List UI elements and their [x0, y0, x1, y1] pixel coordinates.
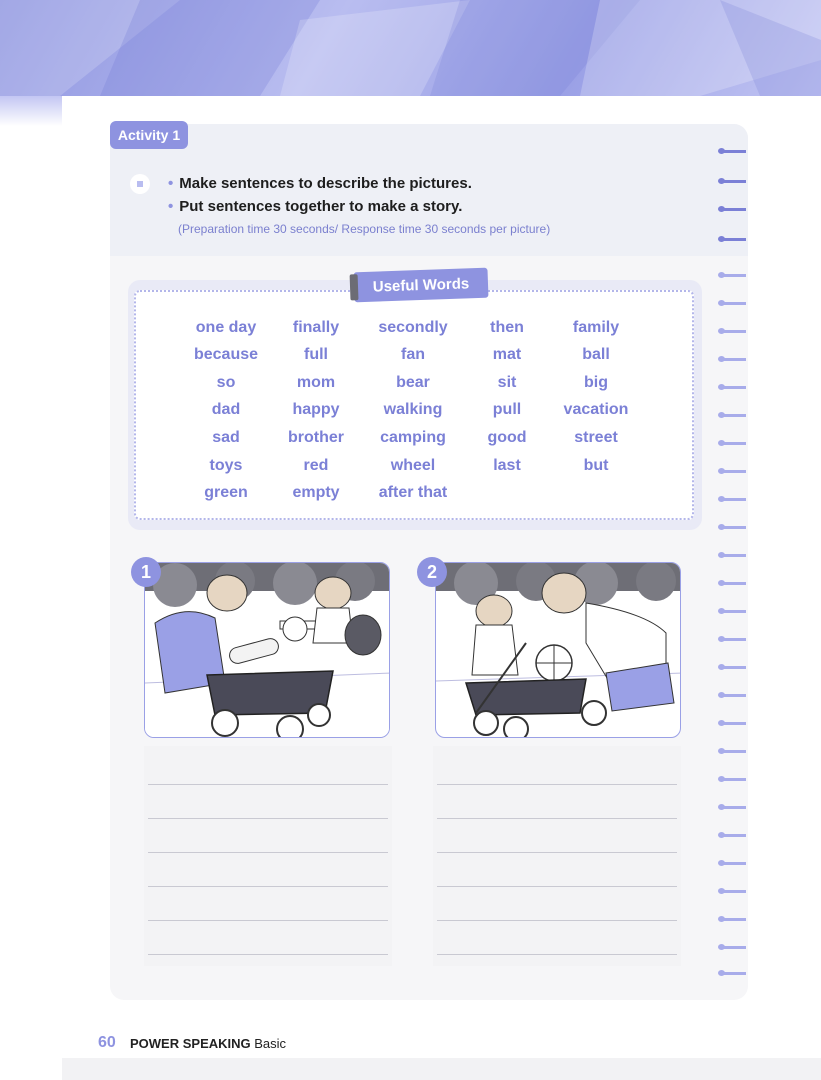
- useful-words-title: Useful Words: [354, 268, 489, 303]
- word: one day: [195, 319, 257, 336]
- word: empty: [292, 484, 340, 501]
- word: mom: [296, 374, 336, 391]
- word: street: [574, 429, 618, 446]
- bullet-icon: •: [168, 198, 174, 215]
- word: full: [304, 346, 328, 363]
- word: finally: [292, 319, 340, 336]
- word: red: [303, 457, 329, 474]
- page-edge: [0, 96, 62, 126]
- word: secondly: [378, 319, 448, 336]
- instruction-2-text: Put sentences together to make a story.: [179, 198, 463, 215]
- word: because: [193, 346, 259, 363]
- word: family: [572, 319, 620, 336]
- banner-pattern: [0, 0, 821, 96]
- word: so: [216, 374, 236, 391]
- picture-2: [435, 562, 681, 738]
- writing-area-2[interactable]: [433, 746, 681, 966]
- picture-1: [144, 562, 390, 738]
- top-banner: [0, 0, 821, 96]
- word: fan: [401, 346, 425, 363]
- book-title: [130, 1036, 286, 1051]
- word: good: [487, 429, 527, 446]
- word: ball: [582, 346, 610, 363]
- instruction-1-text: Make sentences to describe the pictures.: [179, 175, 472, 192]
- word: dad: [211, 401, 241, 418]
- word: then: [490, 319, 524, 336]
- word: wheel: [390, 457, 436, 474]
- word: walking: [383, 401, 443, 418]
- word: but: [583, 457, 609, 474]
- word: green: [204, 484, 248, 501]
- timing-note: (Preparation time 30 seconds/ Response time 30 seconds per picture): [178, 222, 551, 236]
- instruction-2: [168, 198, 462, 215]
- writing-area-1[interactable]: [144, 746, 392, 966]
- instruction-1: [168, 175, 472, 192]
- word: toys: [209, 457, 243, 474]
- word: bear: [396, 374, 430, 391]
- book-level: Basic: [254, 1036, 287, 1051]
- page-number: 60: [98, 1034, 116, 1051]
- bullet-icon: •: [168, 175, 174, 192]
- picture-number-1: 1: [131, 557, 161, 587]
- picture-1-illustration: [145, 563, 390, 738]
- word: happy: [292, 401, 340, 418]
- book-title-main: POWER SPEAKING: [130, 1036, 251, 1051]
- word: sad: [212, 429, 240, 446]
- checkbox-icon: [130, 174, 150, 194]
- word: camping: [380, 429, 446, 446]
- word: brother: [288, 429, 344, 446]
- activity-badge: Activity 1: [110, 121, 188, 149]
- bottom-strip: [62, 1058, 821, 1080]
- word: after that: [378, 484, 448, 501]
- word: sit: [497, 374, 517, 391]
- picture-2-illustration: [436, 563, 681, 738]
- word: mat: [492, 346, 522, 363]
- spiral-binding: [716, 140, 750, 980]
- word: vacation: [563, 401, 629, 418]
- word: pull: [492, 401, 522, 418]
- word: big: [584, 374, 608, 391]
- word: last: [493, 457, 521, 474]
- picture-number-2: 2: [417, 557, 447, 587]
